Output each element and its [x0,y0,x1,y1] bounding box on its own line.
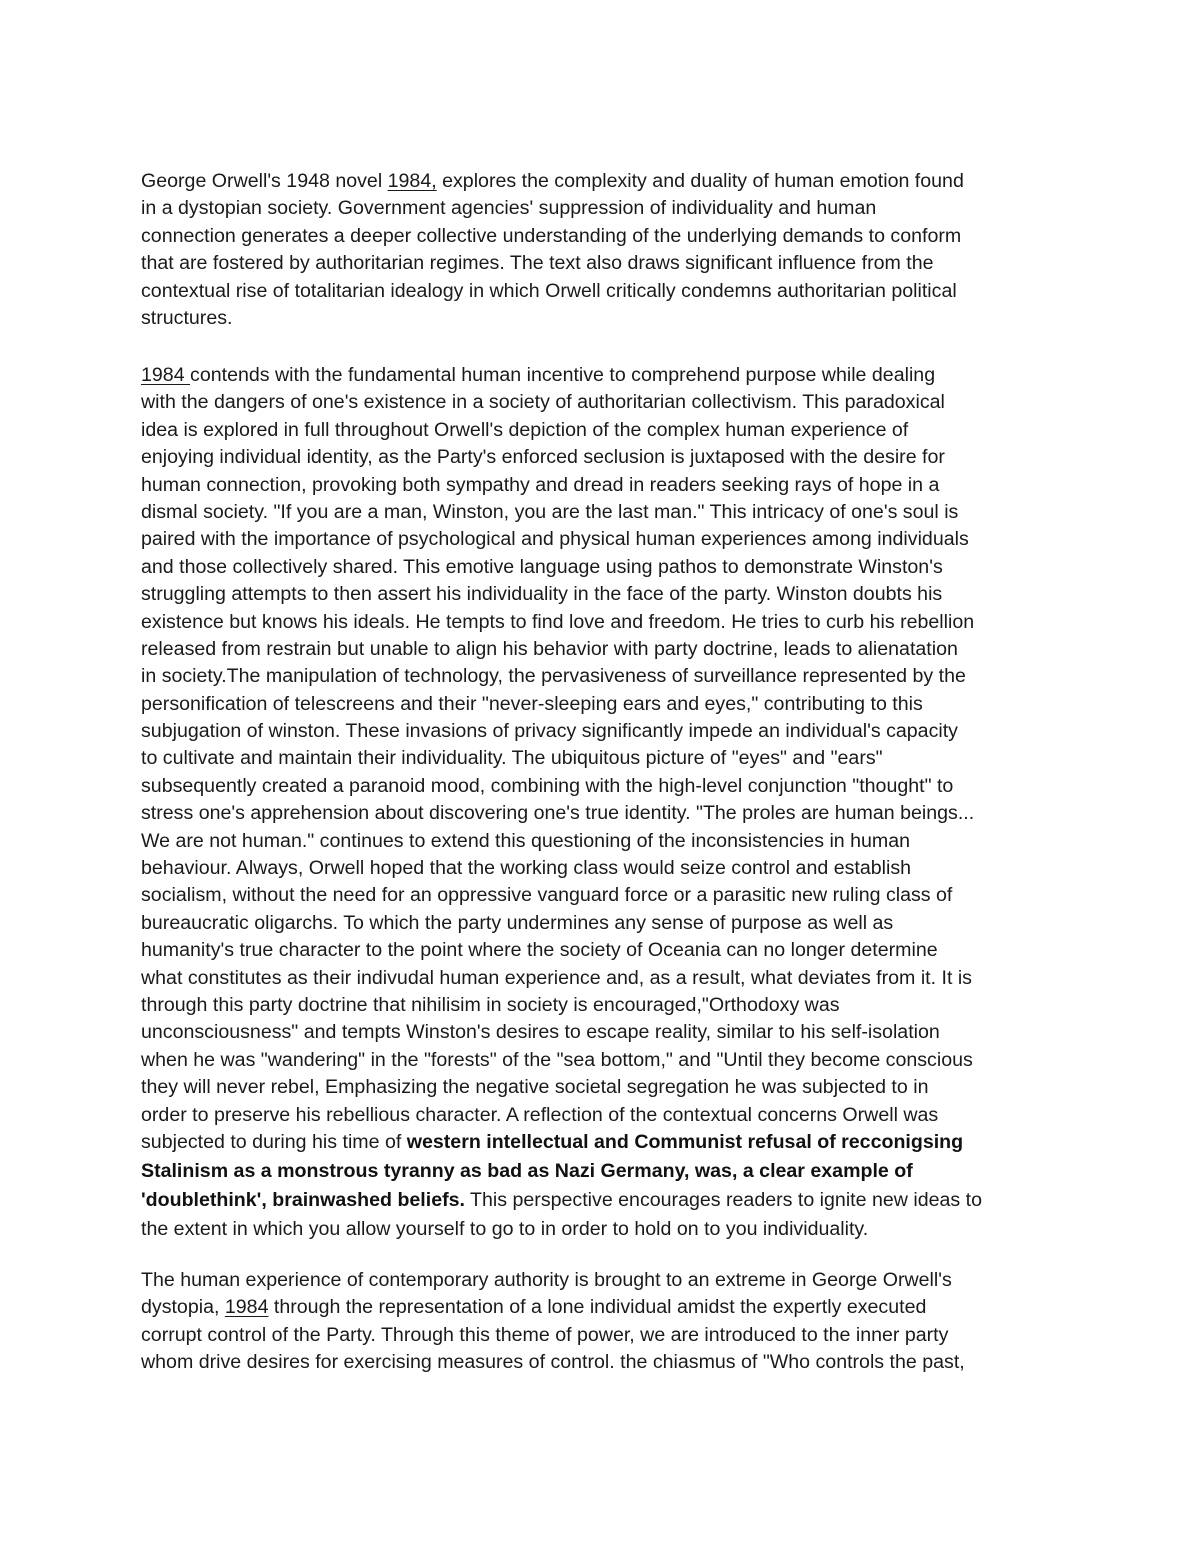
text-line [141,1074,1081,1101]
text-run: they will never rebel, Emphasizing the negative societal segregation he was subjected to in [141,1076,929,1099]
text-line [141,581,1081,608]
text-line [141,937,1081,964]
text-run: dystopia, [141,1296,225,1319]
text-line [141,1216,1081,1243]
text-run: what constitutes as their indivudal human experience and, as a result, what deviates from it. It is [141,966,972,989]
text-run: released from restrain but unable to align his behavior with party doctrine, leads to alienatation [141,637,958,660]
text-line [141,389,1081,416]
paragraph-1 [141,168,1081,332]
text-run: We are not human." continues to extend this questioning of the inconsistencies in human [141,829,911,852]
text-line [141,223,1081,250]
text-line [141,1322,1081,1349]
text-run: to cultivate and maintain their individuality. The ubiquitous picture of "eyes" and "ears" [141,747,883,770]
text-run: enjoying individual identity, as the Party's enforced seclusion is juxtaposed with the desire for [141,446,945,469]
text-run: and those collectively shared. This emotive language using pathos to demonstrate Winston's [141,555,943,578]
text-line [141,882,1081,909]
bold-text-run: western intellectual and Communist refusal of recconigsing [406,1130,964,1153]
text-line [141,965,1081,992]
text-line [141,305,1081,332]
text-line [141,609,1081,636]
bold-text-run: 'doublethink', brainwashed beliefs. [141,1188,465,1211]
text-run: humanity's true character to the point where the society of Oceania can no longer determine [141,939,938,962]
text-run: unconsciousness" and tempts Winston's desires to escape reality, similar to his self-isolation [141,1021,940,1044]
text-line [141,554,1081,581]
text-line [141,855,1081,882]
text-line [141,1294,1081,1321]
text-run: when he was "wandering" in the "forests" of the "sea bottom," and "Until they become conscious [141,1048,973,1071]
text-line [141,773,1081,800]
text-line [141,362,1081,389]
underlined-title: 1984 [141,364,191,386]
text-run: through this party doctrine that nihilisim in society is encouraged,"Orthodoxy was [141,993,840,1016]
text-run: the extent in which you allow yourself to go to in order to hold on to you individuality. [141,1217,869,1240]
text-line [141,1349,1081,1376]
text-run: with the dangers of one's existence in a society of authoritarian collectivism. This paradoxical [141,391,945,414]
text-run: subjected to during his time of [141,1130,407,1153]
text-run: contends with the fundamental human incentive to comprehend purpose while dealing [190,364,936,386]
text-line [141,472,1081,499]
paragraph-2 [141,362,1081,1243]
text-line [141,992,1081,1019]
text-line [141,1267,1081,1294]
text-run: whom drive desires for exercising measures of control. the chiasmus of "Who controls the past, [141,1351,965,1374]
text-run: The human experience of contemporary authority is brought to an extreme in George Orwell's [141,1269,952,1291]
text-run: through the representation of a lone individual amidst the expertly executed [268,1296,927,1319]
text-line [141,499,1081,526]
underlined-title: 1984, [387,170,437,192]
paragraph-3 [141,1267,1081,1377]
text-line [141,1019,1081,1046]
text-line [141,1158,1081,1187]
text-run: explores the complexity and duality of human emotion found [436,170,964,192]
text-run: dismal society. "If you are a man, Winston, you are the last man." This intricacy of one's soul is [141,500,959,523]
text-run: subsequently created a paranoid mood, combining with the high-level conjunction "thought" to [141,774,954,797]
text-line [141,444,1081,471]
text-line [141,663,1081,690]
text-run: human connection, provoking both sympathy and dread in readers seeking rays of hope in a [141,473,940,496]
text-run: that are fostered by authoritarian regimes. The text also draws significant influence from the [141,252,934,275]
text-run: order to preserve his rebellious character. A reflection of the contextual concerns Orwell was [141,1103,939,1126]
text-run: subjugation of winston. These invasions of privacy significantly impede an individual's capacity [141,720,958,743]
text-run: corrupt control of the Party. Through this theme of power, we are introduced to the inner party [141,1323,949,1346]
text-run: socialism, without the need for an oppressive vanguard force or a parasitic new ruling class of [141,884,953,907]
text-run: in a dystopian society. Government agencies' suppression of individuality and human [141,197,877,220]
text-line [141,828,1081,855]
text-line [141,1129,1081,1158]
text-run: existence but knows his ideals. He tempts to find love and freedom. He tries to curb his rebellion [141,610,975,633]
text-line [141,1047,1081,1074]
text-line [141,1102,1081,1129]
text-run: behaviour. Always, Orwell hoped that the working class would seize control and establish [141,857,912,880]
text-line [141,718,1081,745]
underlined-title: 1984 [224,1296,269,1319]
text-run: personification of telescreens and their "never-sleeping ears and eyes," contributing to this [141,692,923,715]
text-run: idea is explored in full throughout Orwell's depiction of the complex human experience of [141,418,909,441]
text-line [141,1187,1081,1216]
text-line [141,910,1081,937]
text-run: bureaucratic oligarchs. To which the party undermines any sense of purpose as well as [141,911,894,934]
bold-text-run: Stalinism as a monstrous tyranny as bad as Nazi Germany, was, a clear example of [141,1159,913,1182]
text-run: stress one's apprehension about discovering one's true identity. "The proles are human beings... [141,802,975,825]
text-line [141,526,1081,553]
text-line [141,278,1081,305]
text-run: George Orwell's 1948 novel [141,170,388,192]
text-run: This perspective encourages readers to ignite new ideas to [464,1188,982,1211]
text-run: contextual rise of totalitarian idealogy in which Orwell critically condemns authoritarian political [141,279,957,302]
text-line [141,195,1081,222]
text-run: connection generates a deeper collective understanding of the underlying demands to conform [141,224,962,247]
text-line [141,691,1081,718]
text-run: struggling attempts to then assert his individuality in the face of the party. Winston doubts his [141,583,943,606]
text-line [141,417,1081,444]
text-line [141,168,1081,195]
text-run: structures. [141,306,233,329]
text-line [141,250,1081,277]
text-line [141,745,1081,772]
text-line [141,636,1081,663]
text-run: in society.The manipulation of technology, the pervasiveness of surveillance represented by the [141,665,966,688]
text-run: paired with the importance of psychological and physical human experiences among individuals [141,528,969,551]
text-line [141,800,1081,827]
